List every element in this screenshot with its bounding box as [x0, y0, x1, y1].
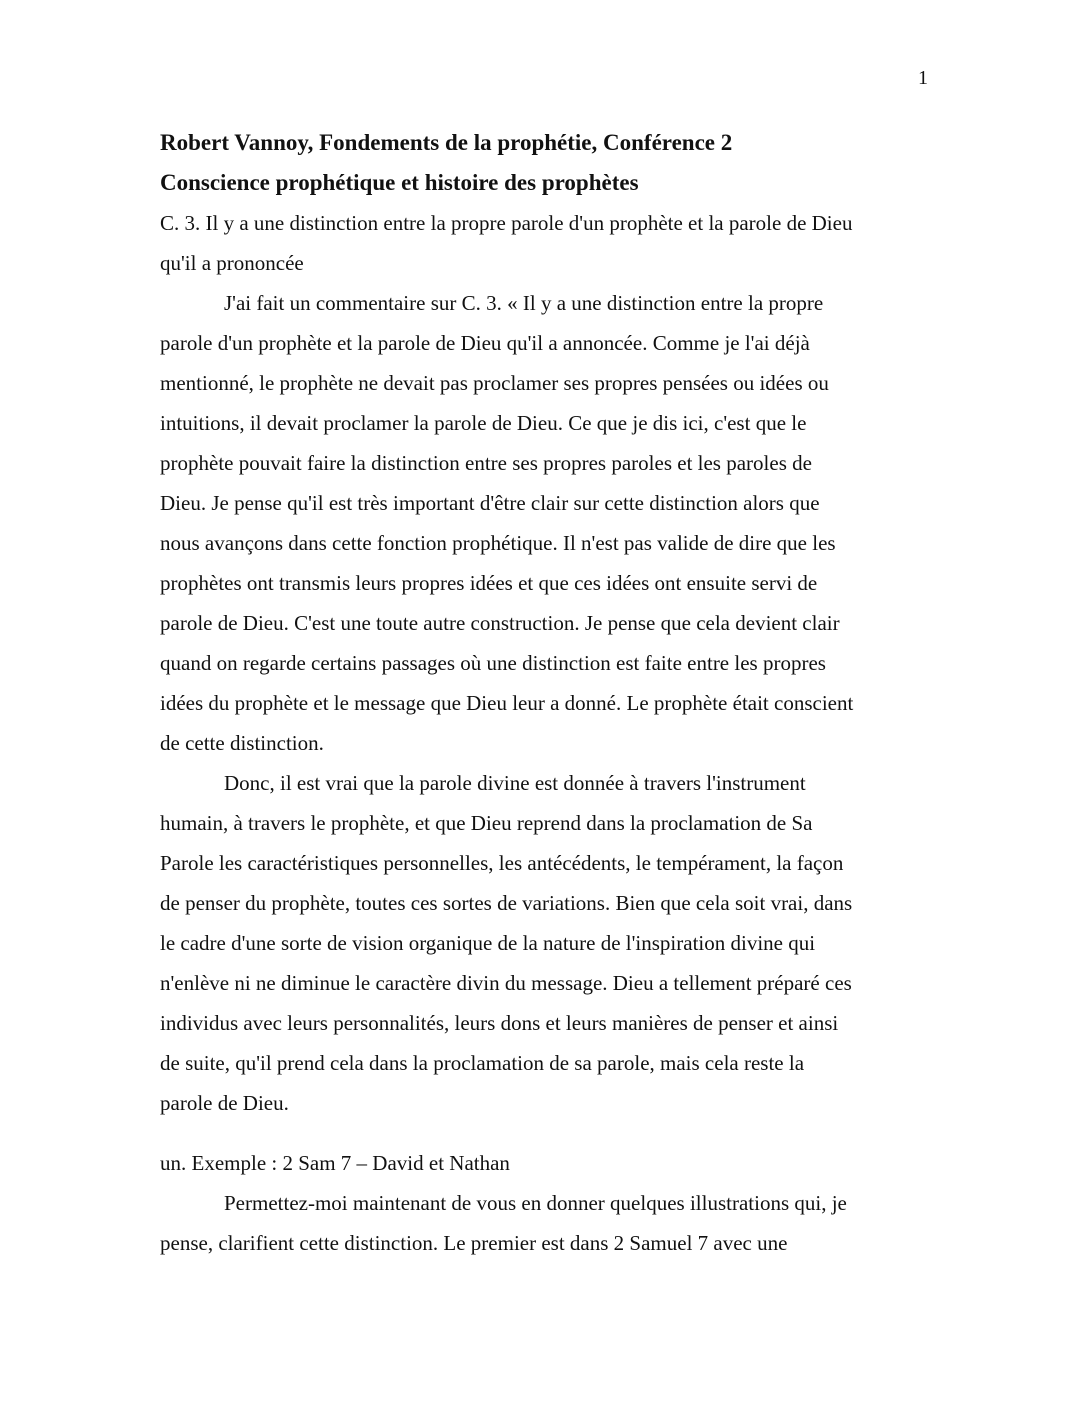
- paragraph-line: Permettez-moi maintenant de vous en donner quelques illustrations qui, je: [224, 1191, 847, 1215]
- paragraph-line: prophète pouvait faire la distinction entre ses propres paroles et les paroles de: [160, 451, 812, 475]
- document-body: [160, 123, 940, 1263]
- example-subheading: un. Exemple : 2 Sam 7 – David et Nathan: [160, 1151, 510, 1175]
- paragraph-3: [160, 1183, 940, 1263]
- paragraph-line: parole de Dieu.: [160, 1091, 289, 1115]
- paragraph-line: individus avec leurs personnalités, leurs dons et leurs manières de penser et ainsi: [160, 1011, 839, 1035]
- paragraph-line: pense, clarifient cette distinction. Le premier est dans 2 Samuel 7 avec une: [160, 1231, 788, 1255]
- paragraph-line: idées du prophète et le message que Dieu leur a donné. Le prophète était conscient: [160, 691, 854, 715]
- paragraph-line: le cadre d'une sorte de vision organique de la nature de l'inspiration divine qui: [160, 931, 816, 955]
- paragraph-2: [160, 763, 940, 1123]
- paragraph-line: Dieu. Je pense qu'il est très important d'être clair sur cette distinction alors que: [160, 491, 820, 515]
- paragraph-line: humain, à travers le prophète, et que Dieu reprend dans la proclamation de Sa: [160, 811, 813, 835]
- paragraph-line: Parole les caractéristiques personnelles, les antécédents, le tempérament, la façon: [160, 851, 844, 875]
- document-title: Robert Vannoy, Fondements de la prophétie, Conférence 2: [160, 130, 733, 155]
- page-number: 1: [918, 67, 928, 89]
- paragraph-line: parole de Dieu. C'est une toute autre construction. Je pense que cela devient clair: [160, 611, 840, 635]
- paragraph-line: quand on regarde certains passages où une distinction est faite entre les propres: [160, 651, 826, 675]
- paragraph-line: nous avançons dans cette fonction prophétique. Il n'est pas valide de dire que les: [160, 531, 836, 555]
- section-heading: [160, 203, 940, 283]
- paragraph-line: prophètes ont transmis leurs propres idées et que ces idées ont ensuite servi de: [160, 571, 818, 595]
- paragraph-line: Donc, il est vrai que la parole divine est donnée à travers l'instrument: [224, 771, 806, 795]
- document-subtitle: Conscience prophétique et histoire des prophètes: [160, 170, 639, 195]
- paragraph-line: J'ai fait un commentaire sur C. 3. « Il y a une distinction entre la propre: [224, 291, 824, 315]
- paragraph-1: [160, 283, 940, 763]
- paragraph-line: n'enlève ni ne diminue le caractère divin du message. Dieu a tellement préparé ces: [160, 971, 852, 995]
- paragraph-line: intuitions, il devait proclamer la parole de Dieu. Ce que je dis ici, c'est que le: [160, 411, 807, 435]
- section-heading-line: C. 3. Il y a une distinction entre la propre parole d'un prophète et la parole de Dieu: [160, 211, 853, 235]
- paragraph-line: de penser du prophète, toutes ces sortes de variations. Bien que cela soit vrai, dans: [160, 891, 853, 915]
- paragraph-line: de suite, qu'il prend cela dans la proclamation de sa parole, mais cela reste la: [160, 1051, 805, 1075]
- paragraph-line: de cette distinction.: [160, 731, 324, 755]
- paragraph-line: mentionné, le prophète ne devait pas proclamer ses propres pensées ou idées ou: [160, 371, 829, 395]
- paragraph-line: parole d'un prophète et la parole de Dieu qu'il a annoncée. Comme je l'ai déjà: [160, 331, 810, 355]
- section-heading-line: qu'il a prononcée: [160, 251, 304, 275]
- blank-line: [160, 1123, 940, 1143]
